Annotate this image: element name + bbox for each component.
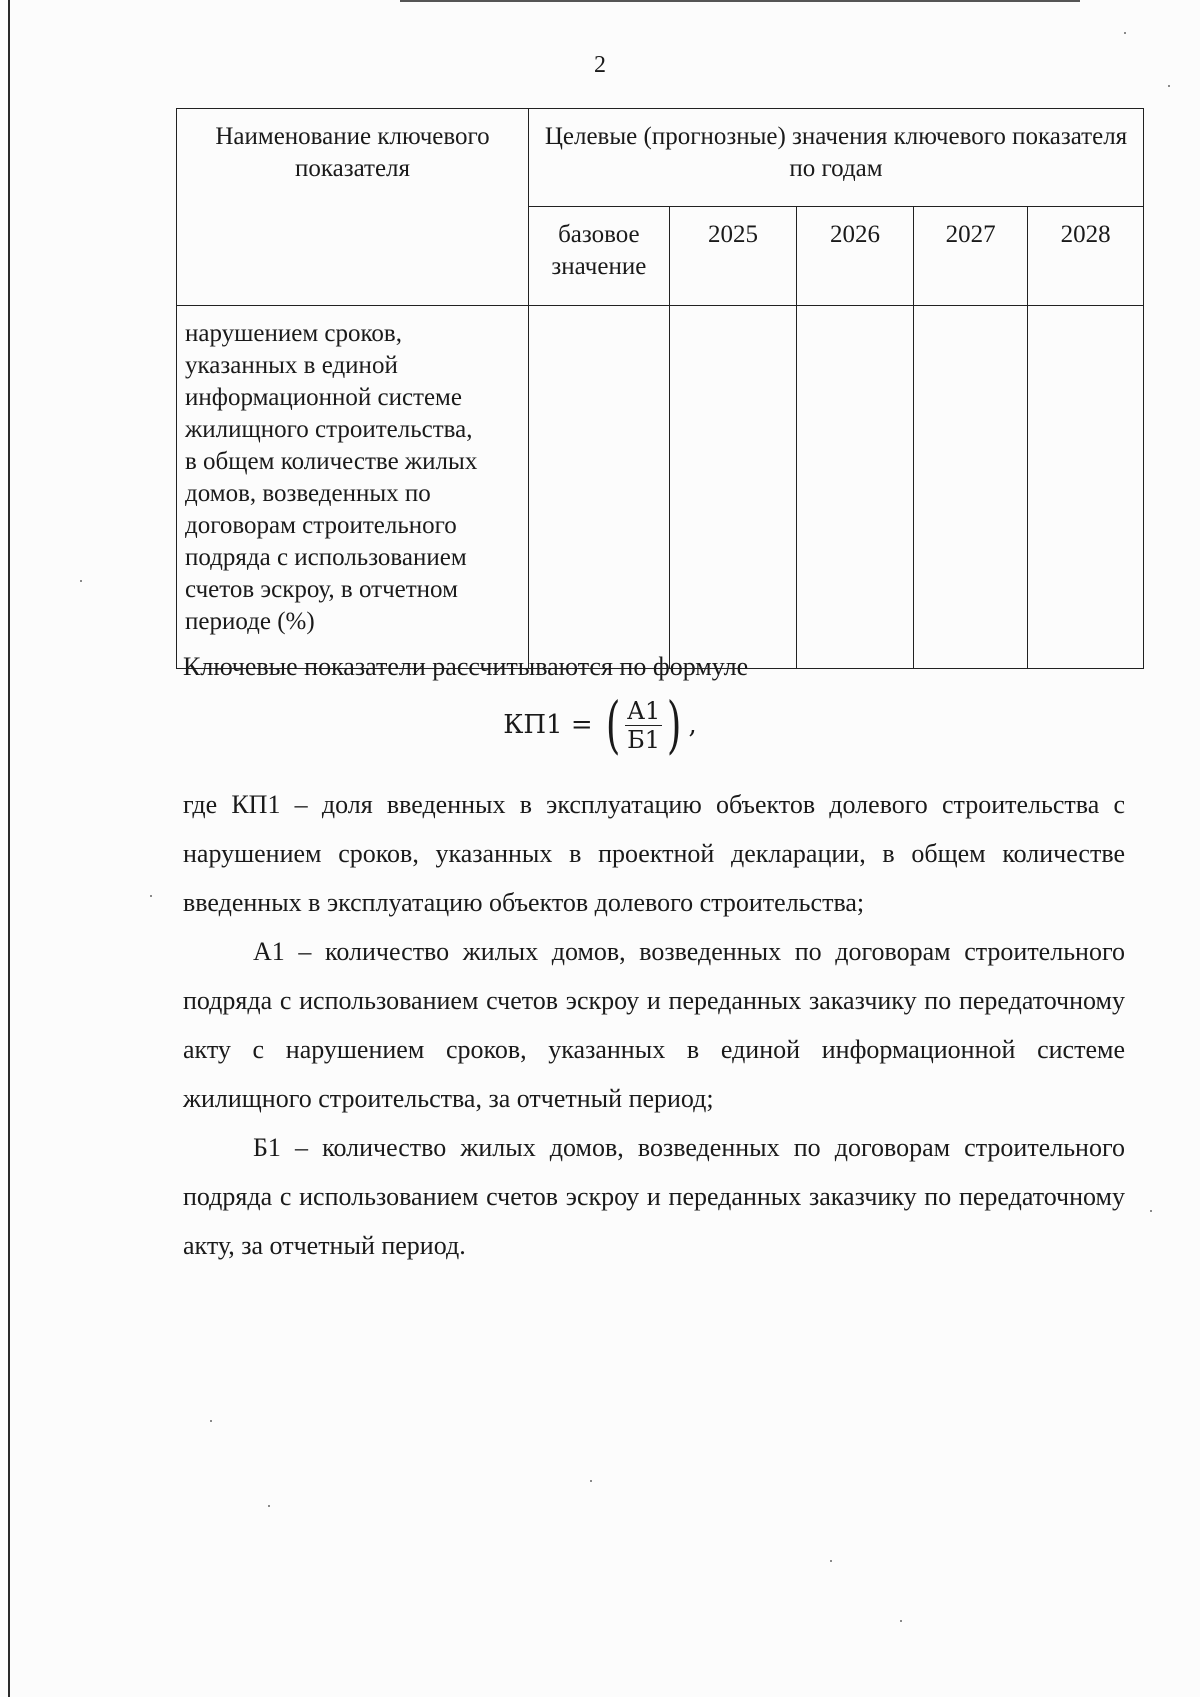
- formula-suffix: ,: [688, 710, 697, 740]
- fraction: [625, 697, 662, 754]
- scan-speck: [268, 1505, 270, 1507]
- definition-b1: Б1 – количество жилых домов, возведенных по договорам строительного подряда с использованием счетов эскроу и переданных заказчику по передаточному акту, за отчетный период.: [183, 1133, 1125, 1260]
- table-header-row: [177, 109, 1144, 207]
- open-paren: (: [605, 688, 620, 761]
- fraction-numerator: А1: [626, 696, 661, 725]
- year-value-cell: [913, 306, 1028, 669]
- formula: [0, 688, 1200, 761]
- year-value-cell: [1028, 306, 1144, 669]
- scan-speck: [590, 1480, 592, 1482]
- scan-edge-left: [8, 0, 10, 1697]
- scan-speck: [210, 1420, 212, 1422]
- definition-kp1: где КП1 – доля введенных в эксплуатацию объектов долевого строительства с нарушением сроков, указанных в проектной декларации, в общем количестве введенных в эксплуатацию объектов долевого строительства;: [183, 790, 1125, 917]
- scan-speck: [900, 1620, 902, 1622]
- scan-speck: [1168, 85, 1170, 87]
- scan-edge-top: [400, 0, 1080, 2]
- definitions: [183, 780, 1125, 1270]
- year-value-cell: [669, 306, 797, 669]
- header-indicator-name: Наименование ключевого показателя: [177, 109, 529, 306]
- formula-lhs: КП1 =: [503, 710, 593, 740]
- page-number: 2: [594, 52, 606, 78]
- fraction-denominator: Б1: [627, 725, 660, 754]
- scan-speck: [1124, 32, 1126, 34]
- base-value-cell: [529, 306, 670, 669]
- indicator-name-cell: нарушением сроков, указанных в единой информационной системе жилищного строительства, в общем количестве жилых домов, возведенных по договорам строительного подряда с использованием счетов эскроу, в отчетном периоде (%): [177, 306, 529, 669]
- header-year: 2025: [669, 207, 797, 306]
- header-year: 2027: [913, 207, 1028, 306]
- header-target-values: Целевые (прогнозные) значения ключевого показателя по годам: [529, 109, 1144, 207]
- kpi-table: [176, 108, 1144, 669]
- header-year: 2026: [797, 207, 914, 306]
- scan-speck: [150, 895, 152, 897]
- header-base-value: базовое значение: [529, 207, 670, 306]
- year-value-cell: [797, 306, 914, 669]
- formula-intro: Ключевые показатели рассчитываются по формуле: [183, 652, 749, 681]
- scan-speck: [830, 1560, 832, 1562]
- scan-speck: [80, 580, 82, 582]
- definition-a1: А1 – количество жилых домов, возведенных по договорам строительного подряда с использованием счетов эскроу и переданных заказчику по передаточному акту с нарушением сроков, указанных в единой информационной системе жилищного строительства, за отчетный период;: [183, 937, 1125, 1113]
- header-year: 2028: [1028, 207, 1144, 306]
- scan-speck: [1150, 1210, 1152, 1212]
- table-row: [177, 306, 1144, 669]
- close-paren: ): [667, 688, 682, 761]
